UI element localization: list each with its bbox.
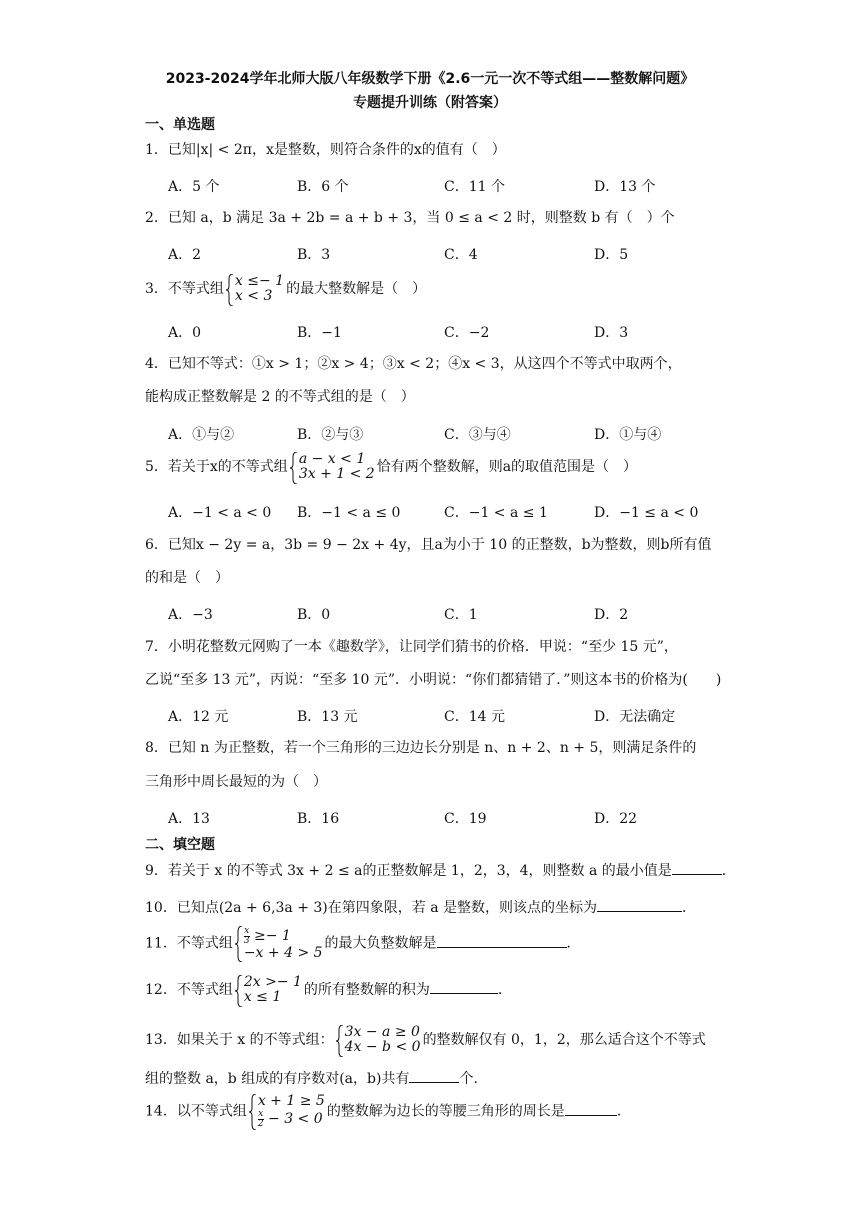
option-d: D．22: [594, 811, 638, 827]
question-7-line-2: 乙说“至多 13 元”，丙说：“至多 10 元”．小明说：“你们都猜错了．”则这本书的价格为( ): [145, 672, 722, 688]
option-a: A．0: [168, 325, 202, 341]
option-c: C．③与④: [444, 427, 511, 443]
question-13-line-2-text: 组的整数 a，b 组成的有序数对(a，b)共有: [145, 1071, 410, 1087]
answer-blank[interactable]: [430, 979, 498, 994]
question-8-line-1: 8．已知 n 为正整数，若一个三角形的三边边长分别是 n、n + 2、n + 5，则满足条件的: [145, 740, 697, 756]
question-14: [145, 1094, 725, 1129]
question-13-end: 个．: [459, 1071, 488, 1087]
question-9-text: 9．若关于 x 的不等式 3x + 2 ≤ a的正整数解是 1，2，3，4，则整数 a 的最小值是: [145, 863, 672, 879]
question-13-line-2: [145, 1068, 725, 1089]
question-2: 2．已知 a，b 满足 3a + 2b = a + b + 3，当 0 ≤ a < 2 时，则整数 b 有（ ）个: [145, 210, 675, 226]
option-c: C．4: [444, 247, 478, 263]
inequality-row-2: −x + 4 > 5: [243, 945, 323, 961]
question-12-end: ．: [497, 982, 512, 998]
fraction-numerator: x: [258, 1108, 264, 1119]
inequality-row-2: x ≤ 1: [243, 989, 282, 1005]
inequality-row-2: 4x − b < 0: [344, 1039, 421, 1055]
option-a: A．−1 < a < 0: [168, 505, 272, 521]
question-11-prefix: 11．不等式组: [145, 935, 233, 952]
question-10-text: 10．已知点(2a + 6,3a + 3)在第四象限，若 a 是整数，则该点的坐标为: [145, 900, 598, 916]
question-7-line-1: 7．小明花整数元网购了一本《趣数学》，让同学们猜书的价格．甲说：“至少 15 元”，: [145, 639, 678, 655]
question-14-prefix: 14．以不等式组: [145, 1103, 247, 1120]
option-c: C．19: [444, 811, 487, 827]
question-11: [145, 926, 725, 961]
question-6-line-2: 的和是（ ）: [145, 570, 229, 586]
option-c: C．−2: [444, 325, 490, 341]
option-a: A．−3: [168, 607, 213, 623]
worksheet-subtitle: 专题提升训练（附答案）: [353, 95, 507, 111]
inequality-row-2: 3x + 1 < 2: [298, 466, 375, 482]
inequality-system: [235, 926, 323, 961]
option-c: C．−1 < a ≤ 1: [444, 505, 548, 521]
option-d: D．3: [594, 325, 629, 341]
question-13: [145, 1025, 725, 1055]
option-b: B．−1: [297, 325, 342, 341]
inequality-system: [336, 1025, 421, 1055]
fraction-numerator: x: [244, 925, 250, 936]
option-a: A．5 个: [168, 179, 220, 195]
question-11-suffix: 的最大负整数解是: [324, 935, 437, 952]
worksheet-title: 2023-2024学年北师大版八年级数学下册《2.6一元一次不等式组——整数解问题》: [165, 71, 695, 87]
inequality-row-1: x + 1 ≥ 5: [257, 1093, 325, 1109]
question-11-end: ．: [566, 935, 581, 952]
answer-blank[interactable]: [672, 860, 722, 875]
question-8-line-2: 三角形中周长最短的为（ ）: [145, 774, 327, 790]
answer-blank[interactable]: [597, 897, 682, 912]
option-b: B．②与③: [297, 427, 364, 443]
question-5-suffix: 恰有两个整数解，则a的取值范围是（ ）: [376, 459, 638, 475]
option-b: B．6 个: [297, 179, 349, 195]
question-5: [145, 452, 725, 482]
option-a: A．①与②: [168, 427, 235, 443]
option-b: B．0: [297, 607, 331, 623]
inequality-row-1: a − x < 1: [298, 451, 366, 467]
question-3-suffix: 的最大整数解是（ ）: [286, 281, 427, 297]
question-14-end: ．: [616, 1103, 631, 1120]
question-12-prefix: 12．不等式组: [145, 982, 233, 998]
option-d: D．13 个: [594, 179, 656, 195]
inequality-row-1: [244, 926, 323, 946]
question-14-suffix: 的整数解为边长的等腰三角形的周长是: [326, 1103, 565, 1120]
option-a: A．12 元: [168, 709, 229, 725]
inequality-system: [290, 452, 375, 482]
fraction-denominator: 2: [257, 1118, 264, 1129]
question-5-prefix: 5．若关于x的不等式组: [145, 459, 288, 475]
question-13-suffix: 的整数解仅有 0，1，2，那么适合这个不等式: [422, 1032, 706, 1048]
option-c: C．14 元: [444, 709, 505, 725]
inequality-row-1-rest: ≥− 1: [254, 928, 291, 944]
inequality-row-1: 2x >− 1: [243, 974, 302, 990]
question-3-prefix: 3．不等式组: [145, 281, 224, 297]
fraction: [244, 927, 250, 946]
question-1: 1．已知|x| < 2π，x是整数，则符合条件的x的值有（ ）: [145, 142, 506, 158]
section-single-choice: 一、单选题: [145, 117, 215, 133]
option-d: D．−1 ≤ a < 0: [594, 505, 699, 521]
option-b: B．16: [297, 811, 340, 827]
answer-blank[interactable]: [565, 1101, 617, 1116]
inequality-row-2: [258, 1109, 325, 1129]
question-13-prefix: 13．如果关于 x 的不等式组：: [145, 1032, 334, 1048]
inequality-row-2-rest: − 3 < 0: [268, 1111, 323, 1127]
inequality-system: [235, 975, 302, 1005]
section-fill-blank: 二、填空题: [145, 837, 215, 853]
option-c: C．1: [444, 607, 478, 623]
question-4-line-1: 4．已知不等式：①x > 1；②x > 4；③x < 2；④x < 3，从这四个不等式中取两个，: [145, 356, 682, 372]
option-d: D．5: [594, 247, 629, 263]
question-10: [145, 897, 725, 918]
option-d: D．2: [594, 607, 629, 623]
option-b: B．−1 < a ≤ 0: [297, 505, 401, 521]
fraction-denominator: 3: [243, 935, 250, 946]
question-6-line-1: 6．已知x − 2y = a，3b = 9 − 2x + 4y，且a为小于 10 的正整数，b为整数，则b所有值: [145, 537, 712, 553]
answer-blank[interactable]: [437, 933, 567, 948]
question-12: [145, 975, 725, 1005]
option-d: D．①与④: [594, 427, 662, 443]
option-b: B．13 元: [297, 709, 358, 725]
option-a: A．13: [168, 811, 210, 827]
question-3: [145, 274, 725, 304]
inequality-system: [226, 274, 284, 304]
fraction: [258, 1110, 264, 1129]
inequality-row-2: x < 3: [234, 288, 273, 304]
option-a: A．2: [168, 247, 202, 263]
option-d: D．无法确定: [594, 709, 676, 725]
question-12-suffix: 的所有整数解的积为: [303, 982, 430, 998]
question-9: [145, 860, 736, 881]
inequality-row-1: x ≤− 1: [234, 273, 285, 289]
inequality-row-1: 3x − a ≥ 0: [344, 1024, 420, 1040]
question-4-line-2: 能构成正整数解是 2 的不等式组的是（ ）: [145, 389, 415, 405]
option-b: B．3: [297, 247, 331, 263]
question-10-end: ．: [682, 900, 697, 916]
answer-blank[interactable]: [409, 1068, 459, 1083]
inequality-system: [249, 1094, 325, 1129]
question-9-end: ．: [721, 863, 736, 879]
option-c: C．11 个: [444, 179, 505, 195]
